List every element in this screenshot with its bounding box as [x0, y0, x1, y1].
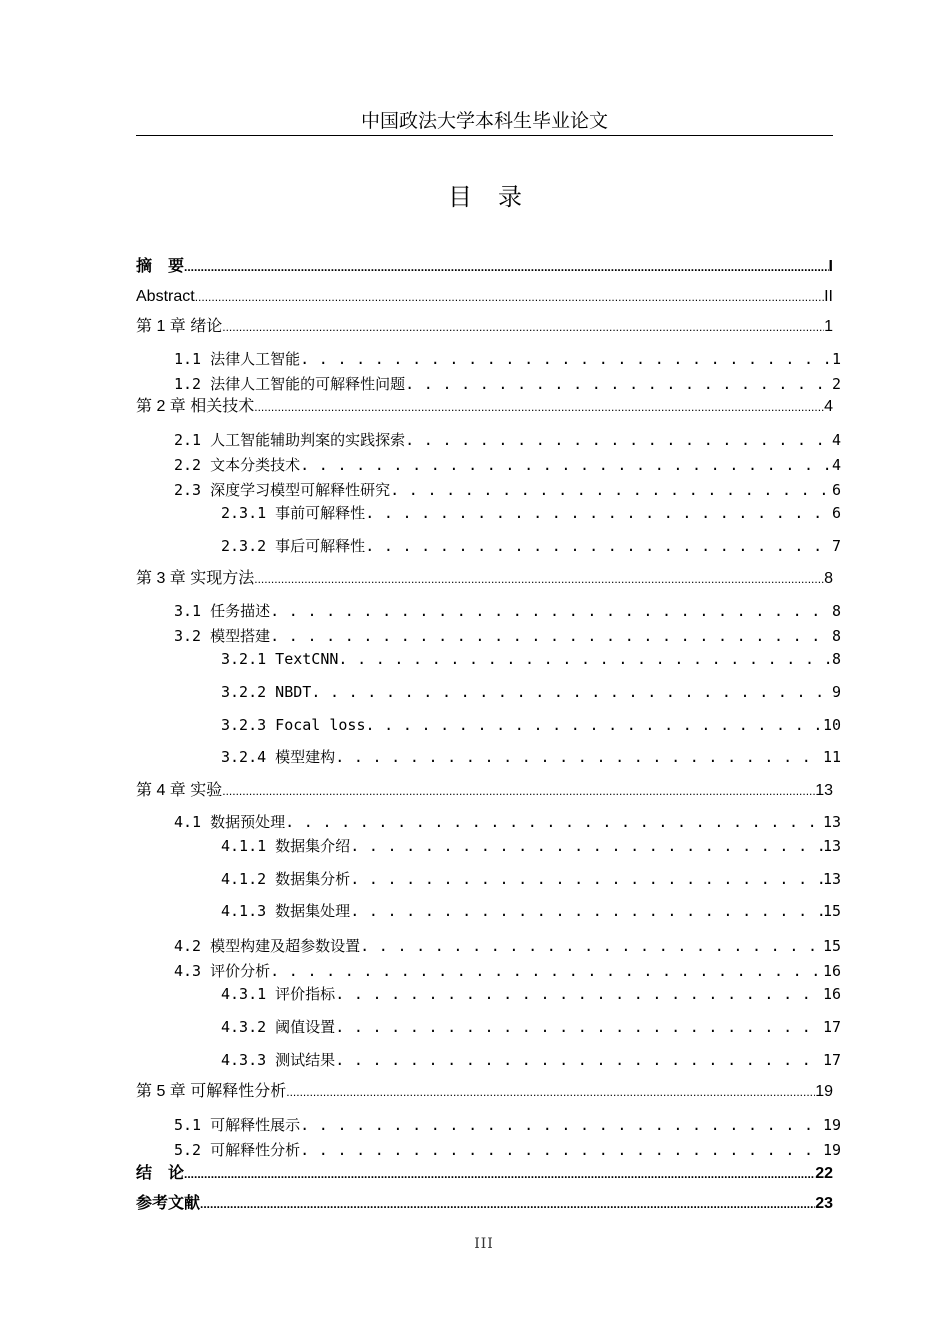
toc-entry-label: 4.1.2 数据集分析 — [221, 870, 351, 888]
toc-entry-4-1[interactable] — [174, 811, 841, 833]
toc-entry-label: 5.2 可解释性分析 — [174, 1141, 301, 1159]
leader-dots — [311, 681, 832, 703]
toc-entry-3-1[interactable] — [174, 600, 841, 622]
toc-entry-label: 4.1 数据预处理 — [174, 813, 286, 831]
toc-entry-page: 13 — [822, 870, 841, 888]
leader-dots — [300, 348, 832, 370]
toc-entry-page: 23 — [815, 1195, 833, 1212]
toc-entry-label: Abstract — [136, 288, 195, 305]
toc-entry-label: 2.3 深度学习模型可解释性研究 — [174, 481, 391, 499]
toc-entry-page: 2 — [831, 375, 841, 393]
toc-entry-5-2[interactable] — [174, 1139, 841, 1161]
toc-entry-2-3[interactable] — [174, 479, 841, 501]
toc-entry-label: 3.2.4 模型建构 — [221, 748, 336, 766]
toc-entry-page: 6 — [831, 504, 841, 522]
toc-entry-label: 5.1 可解释性展示 — [174, 1116, 301, 1134]
toc-entry-abstract-en[interactable] — [136, 286, 833, 308]
toc-entry-page: 13 — [815, 782, 833, 799]
leader-dots — [338, 648, 832, 670]
toc-entry-page: 16 — [822, 985, 841, 1003]
toc-entry-abstract-cn[interactable] — [136, 256, 833, 278]
leader-dots — [350, 900, 823, 922]
toc-entry-page: 1 — [824, 318, 833, 335]
toc-title-left: 目 — [448, 183, 472, 211]
toc-entry-label: 摘 要 — [136, 258, 185, 275]
toc-entry-conclusion[interactable] — [136, 1163, 833, 1185]
toc-entry-page: 8 — [824, 570, 833, 587]
toc-entry-label: 2.3.2 事后可解释性 — [221, 537, 366, 555]
toc-entry-label: 4.3.1 评价指标 — [221, 985, 336, 1003]
leader-dots — [365, 502, 832, 524]
toc-entry-label: 3.2 模型搭建 — [174, 627, 271, 645]
toc-entry-label: 结 论 — [136, 1165, 185, 1182]
leader-dots — [300, 454, 832, 476]
toc-entry-page: 16 — [822, 962, 841, 980]
toc-entry-page: 15 — [822, 937, 841, 955]
toc-entry-label: 4.3 评价分析 — [174, 962, 271, 980]
toc-entry-label: 4.1.1 数据集介绍 — [221, 837, 351, 855]
toc-entry-page: 8 — [831, 602, 841, 620]
toc-entry-label: 3.2.1 TextCNN — [221, 650, 339, 668]
toc-entry-page: 19 — [822, 1116, 841, 1134]
toc-entry-label: 1.2 法律人工智能的可解释性问题 — [174, 375, 406, 393]
toc-title-right: 录 — [498, 183, 522, 211]
leader-dots — [350, 835, 823, 857]
toc-entry-page: 6 — [831, 481, 841, 499]
toc-entry-label: 1.1 法律人工智能 — [174, 350, 301, 368]
toc-entry-chapter-1[interactable] — [136, 316, 833, 338]
toc-entry-chapter-4[interactable] — [136, 780, 833, 802]
leader-dots — [270, 625, 832, 647]
toc-entry-page: 13 — [822, 813, 841, 831]
leader-dots — [286, 1081, 815, 1103]
leader-dots — [335, 1016, 823, 1038]
toc-entry-label: 2.3.1 事前可解释性 — [221, 504, 366, 522]
toc-entry-page: 1 — [831, 350, 841, 368]
toc-entry-chapter-3[interactable] — [136, 568, 833, 590]
page-number: III — [474, 1236, 494, 1252]
leader-dots — [300, 1139, 823, 1161]
toc-entry-5-1[interactable] — [174, 1114, 841, 1136]
toc-entry-page: 22 — [815, 1165, 833, 1182]
toc-entry-label: 4.3.3 测试结果 — [221, 1051, 336, 1069]
toc-entry-page: 7 — [831, 537, 841, 555]
toc-entry-label: 第 3 章 实现方法 — [136, 570, 255, 587]
toc-entry-4-3[interactable] — [174, 960, 841, 982]
toc-entry-3-2-3[interactable] — [221, 714, 841, 736]
toc-entry-label: 4.3.2 阈值设置 — [221, 1018, 336, 1036]
toc-title — [0, 182, 950, 212]
toc-entry-label: 2.1 人工智能辅助判案的实践探索 — [174, 431, 406, 449]
toc-entry-page: 17 — [822, 1051, 841, 1069]
toc-entry-label: 参考文献 — [136, 1195, 201, 1212]
toc-entry-chapter-2[interactable] — [136, 396, 833, 418]
leader-dots — [366, 714, 823, 736]
running-header: 中国政法大学本科生毕业论文 — [360, 110, 608, 132]
leader-dots — [184, 1163, 815, 1185]
leader-dots — [365, 535, 832, 557]
toc-entry-page: 13 — [822, 837, 841, 855]
toc-entry-2-3-2[interactable] — [221, 535, 841, 557]
toc-entry-4-3-2[interactable] — [221, 1016, 841, 1038]
leader-dots — [195, 286, 824, 308]
toc-entry-4-3-1[interactable] — [221, 983, 841, 1005]
leader-dots — [360, 935, 823, 957]
toc-entry-page: 8 — [831, 627, 841, 645]
toc-entry-page: II — [824, 288, 833, 305]
leader-dots — [335, 746, 823, 768]
leader-dots — [184, 256, 829, 278]
toc-entry-label: 3.2.2 NBDT — [221, 683, 312, 701]
toc-entry-3-2-2[interactable] — [221, 681, 841, 703]
toc-entry-page: 4 — [831, 456, 841, 474]
leader-dots — [270, 960, 823, 982]
leader-dots — [200, 1193, 815, 1215]
toc-entry-label: 4.2 模型构建及超参数设置 — [174, 937, 361, 955]
toc-entry-page: 10 — [822, 716, 841, 734]
toc-entry-3-2-4[interactable] — [221, 746, 841, 768]
toc-entry-label: 第 2 章 相关技术 — [136, 398, 255, 415]
leader-dots — [270, 600, 832, 622]
toc-entry-page: 9 — [831, 683, 841, 701]
toc-entry-2-1[interactable] — [174, 429, 841, 451]
toc-entry-4-1-2[interactable] — [221, 868, 841, 890]
toc-entry-page: 19 — [822, 1141, 841, 1159]
toc-entry-page: 17 — [822, 1018, 841, 1036]
toc-entry-4-1-3[interactable] — [221, 900, 841, 922]
toc-entry-page: 11 — [822, 748, 841, 766]
toc-entry-1-1[interactable] — [174, 348, 841, 370]
toc-entry-page: I — [828, 258, 833, 275]
leader-dots — [254, 396, 824, 418]
leader-dots — [300, 1114, 823, 1136]
leader-dots — [390, 479, 832, 501]
toc-entry-1-2[interactable] — [174, 373, 841, 395]
toc-entry-label: 第 4 章 实验 — [136, 782, 223, 799]
toc-entry-4-3-3[interactable] — [221, 1049, 841, 1071]
toc-entry-label: 4.1.3 数据集处理 — [221, 902, 351, 920]
toc-entry-3-2[interactable] — [174, 625, 841, 647]
toc-entry-page: 19 — [815, 1083, 833, 1100]
leader-dots — [405, 373, 832, 395]
toc-entry-page: 8 — [831, 650, 841, 668]
toc-entry-page: 4 — [824, 398, 833, 415]
toc-entry-2-3-1[interactable] — [221, 502, 841, 524]
toc-entry-2-2[interactable] — [174, 454, 841, 476]
leader-dots — [285, 811, 823, 833]
leader-dots — [405, 429, 832, 451]
toc-entry-label: 第 1 章 绪论 — [136, 318, 223, 335]
toc-entry-3-2-1[interactable] — [221, 648, 841, 670]
toc-entry-label: 3.1 任务描述 — [174, 602, 271, 620]
toc-entry-label: 3.2.3 Focal loss — [221, 716, 366, 734]
leader-dots — [222, 316, 824, 338]
leader-dots — [350, 868, 823, 890]
toc-entry-4-2[interactable] — [174, 935, 841, 957]
toc-entry-page: 4 — [831, 431, 841, 449]
leader-dots — [335, 1049, 823, 1071]
toc-entry-4-1-1[interactable] — [221, 835, 841, 857]
toc-entry-page: 15 — [822, 902, 841, 920]
leader-dots — [254, 568, 824, 590]
header-rule — [136, 135, 833, 136]
leader-dots — [222, 780, 815, 802]
toc-entry-chapter-5[interactable] — [136, 1081, 833, 1103]
toc-entry-references[interactable] — [136, 1193, 833, 1215]
leader-dots — [335, 983, 823, 1005]
toc-entry-label: 2.2 文本分类技术 — [174, 456, 301, 474]
toc-entry-label: 第 5 章 可解释性分析 — [136, 1083, 287, 1100]
